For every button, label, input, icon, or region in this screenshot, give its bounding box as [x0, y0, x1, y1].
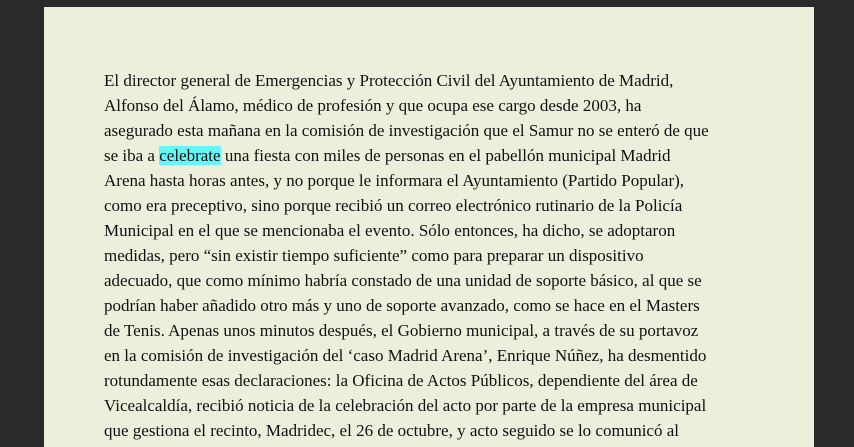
text-line-9: adecuado, que como mínimo habría constado de una unidad de soporte básico, al que se: [104, 271, 702, 290]
text-line-5: Arena hasta horas antes, y no porque le informara el Ayuntamiento (Partido Popular),: [104, 171, 685, 190]
text-line-3: asegurado esta mañana en la comisión de investigación que el Samur no se enteró de que: [104, 121, 709, 140]
text-line-1: El director general de Emergencias y Protección Civil del Ayuntamiento de Madrid,: [104, 71, 674, 90]
text-line-14: Vicealcaldía, recibió noticia de la celebración del acto por parte de la empresa municipal: [104, 396, 707, 415]
text-line-10: podrían haber añadido otro más y uno de soporte avanzado, como se hace en el Masters: [104, 296, 700, 315]
text-line-6: como era preceptivo, sino porque recibió un correo electrónico rutinario de la Policía: [104, 196, 683, 215]
text-line-11: de Tenis. Apenas unos minutos después, el Gobierno municipal, a través de su portavoz: [104, 321, 699, 340]
text-after-highlight: una fiesta con miles de personas en el pabellón municipal Madrid: [220, 146, 671, 165]
highlighted-word[interactable]: celebrate: [159, 146, 221, 165]
text-line-15: que gestiona el recinto, Madridec, el 26 de octubre, y acto seguido se lo comunicó al: [104, 421, 679, 440]
text-line-4: [104, 143, 804, 168]
text-line-7: Municipal en el que se mencionaba el evento. Sólo entonces, ha dicho, se adoptaron: [104, 221, 676, 240]
text-line-13: rotundamente esas declaraciones: la Oficina de Actos Públicos, dependiente del área de: [104, 371, 698, 390]
text-line-12: en la comisión de investigación del ‘caso Madrid Arena’, Enrique Núñez, ha desmentido: [104, 346, 707, 365]
document-page: [44, 7, 814, 447]
text-line-8: medidas, pero “sin existir tiempo suficiente” como para preparar un dispositivo: [104, 246, 644, 265]
text-before-highlight: se iba a: [104, 146, 160, 165]
text-line-2: Alfonso del Álamo, médico de profesión y que ocupa ese cargo desde 2003, ha: [104, 96, 642, 115]
